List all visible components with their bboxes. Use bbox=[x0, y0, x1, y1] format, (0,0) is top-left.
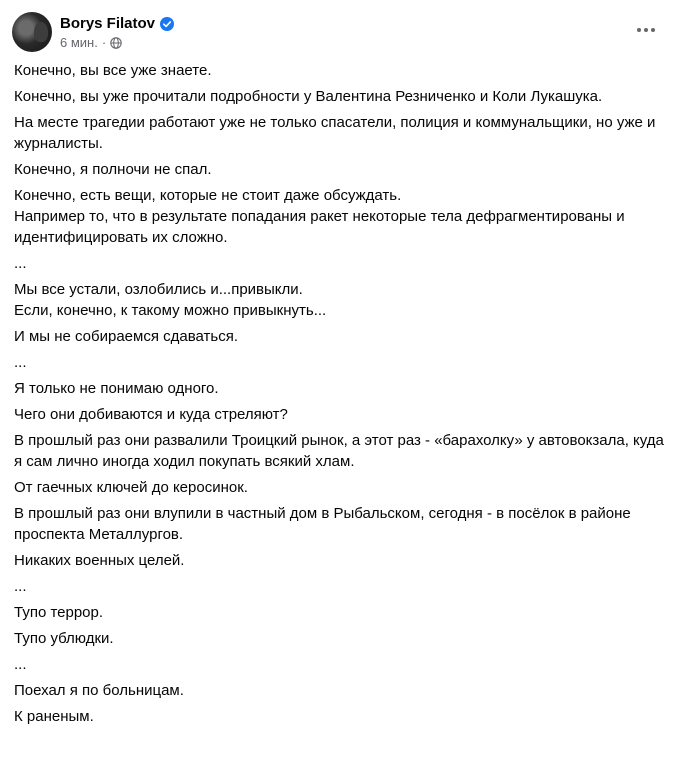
post-paragraph bbox=[14, 60, 664, 81]
post-paragraph bbox=[14, 185, 664, 248]
post-text-line: На месте трагедии работают уже не только спасатели, полиция и коммунальщики, но уже и bbox=[14, 114, 656, 131]
post-paragraph bbox=[14, 404, 664, 425]
post-text-line: Например то, что в результате попадания ракет некоторые тела дефрагментированы и bbox=[14, 208, 625, 225]
post-paragraph bbox=[14, 352, 664, 373]
post-text-line: ... bbox=[14, 656, 27, 673]
post-body bbox=[14, 60, 664, 732]
post-paragraph bbox=[14, 602, 664, 623]
post-text-line: К раненым. bbox=[14, 708, 94, 725]
post-text-line: Тупо террор. bbox=[14, 604, 104, 621]
post-meta bbox=[60, 14, 174, 50]
author-name[interactable]: Borys Filatov bbox=[60, 15, 156, 32]
post-text-line: И мы не собираемся сдаваться. bbox=[14, 328, 238, 345]
post-text-line: Я только не понимаю одного. bbox=[14, 380, 219, 397]
post-text-line: В прошлый раз они развалили Троицкий рынок, а этот раз - «барахолку» у автовокзала, куда bbox=[14, 432, 664, 449]
post-paragraph bbox=[14, 576, 664, 597]
post-text-line: журналисты. bbox=[14, 135, 103, 152]
post-text-line: В прошлый раз они влупили в частный дом в Рыбальском, сегодня - в посёлок в районе bbox=[14, 505, 631, 522]
post-paragraph bbox=[14, 654, 664, 675]
post-text-line: проспекта Металлургов. bbox=[14, 526, 184, 543]
post-timestamp[interactable]: 6 мин. bbox=[60, 35, 98, 50]
post-text-line: Если, конечно, к такому можно привыкнуть... bbox=[14, 302, 327, 319]
post-paragraph bbox=[14, 159, 664, 180]
separator-dot: · bbox=[101, 35, 107, 50]
post-text-line: Никаких военных целей. bbox=[14, 552, 185, 569]
post-paragraph bbox=[14, 378, 664, 399]
post-text-line: Мы все устали, озлобились и...привыкли. bbox=[14, 281, 303, 298]
post-paragraph bbox=[14, 628, 664, 649]
post-text-line: ... bbox=[14, 354, 27, 371]
author-avatar[interactable] bbox=[12, 12, 52, 52]
post-paragraph bbox=[14, 430, 664, 472]
post-text-line: Чего они добиваются и куда стреляют? bbox=[14, 406, 288, 423]
more-options-button[interactable] bbox=[632, 20, 660, 40]
post-paragraph bbox=[14, 326, 664, 347]
post-text-line: Конечно, вы все уже знаете. bbox=[14, 62, 212, 79]
post-paragraph bbox=[14, 680, 664, 701]
post-text-line: Тупо ублюдки. bbox=[14, 630, 114, 647]
more-dot bbox=[651, 28, 655, 32]
more-dot bbox=[637, 28, 641, 32]
post-paragraph bbox=[14, 279, 664, 321]
post-paragraph bbox=[14, 503, 664, 545]
post-paragraph bbox=[14, 253, 664, 274]
post-text-line: От гаечных ключей до керосинок. bbox=[14, 479, 248, 496]
post-text-line: Конечно, вы уже прочитали подробности у Валентина Резниченко и Коли Лукашука. bbox=[14, 88, 603, 105]
globe-icon[interactable] bbox=[110, 37, 122, 49]
post-text-line: я сам лично иногда ходил покупать всякий хлам. bbox=[14, 453, 355, 470]
post-text-line: идентифицировать их сложно. bbox=[14, 229, 228, 246]
post-subline bbox=[60, 35, 174, 50]
more-dot bbox=[644, 28, 648, 32]
verified-badge-icon bbox=[160, 17, 174, 31]
post-text-line: ... bbox=[14, 255, 27, 272]
post-text-line: Поехал я по больницам. bbox=[14, 682, 184, 699]
author-row bbox=[60, 14, 174, 33]
post-text-line: Конечно, я полночи не спал. bbox=[14, 161, 212, 178]
post-paragraph bbox=[14, 706, 664, 727]
post-paragraph bbox=[14, 550, 664, 571]
post-header bbox=[12, 12, 174, 52]
post-paragraph bbox=[14, 86, 664, 107]
post-paragraph bbox=[14, 112, 664, 154]
post-text-line: Конечно, есть вещи, которые не стоит даже обсуждать. bbox=[14, 187, 402, 204]
post-paragraph bbox=[14, 477, 664, 498]
post-text-line: ... bbox=[14, 578, 27, 595]
